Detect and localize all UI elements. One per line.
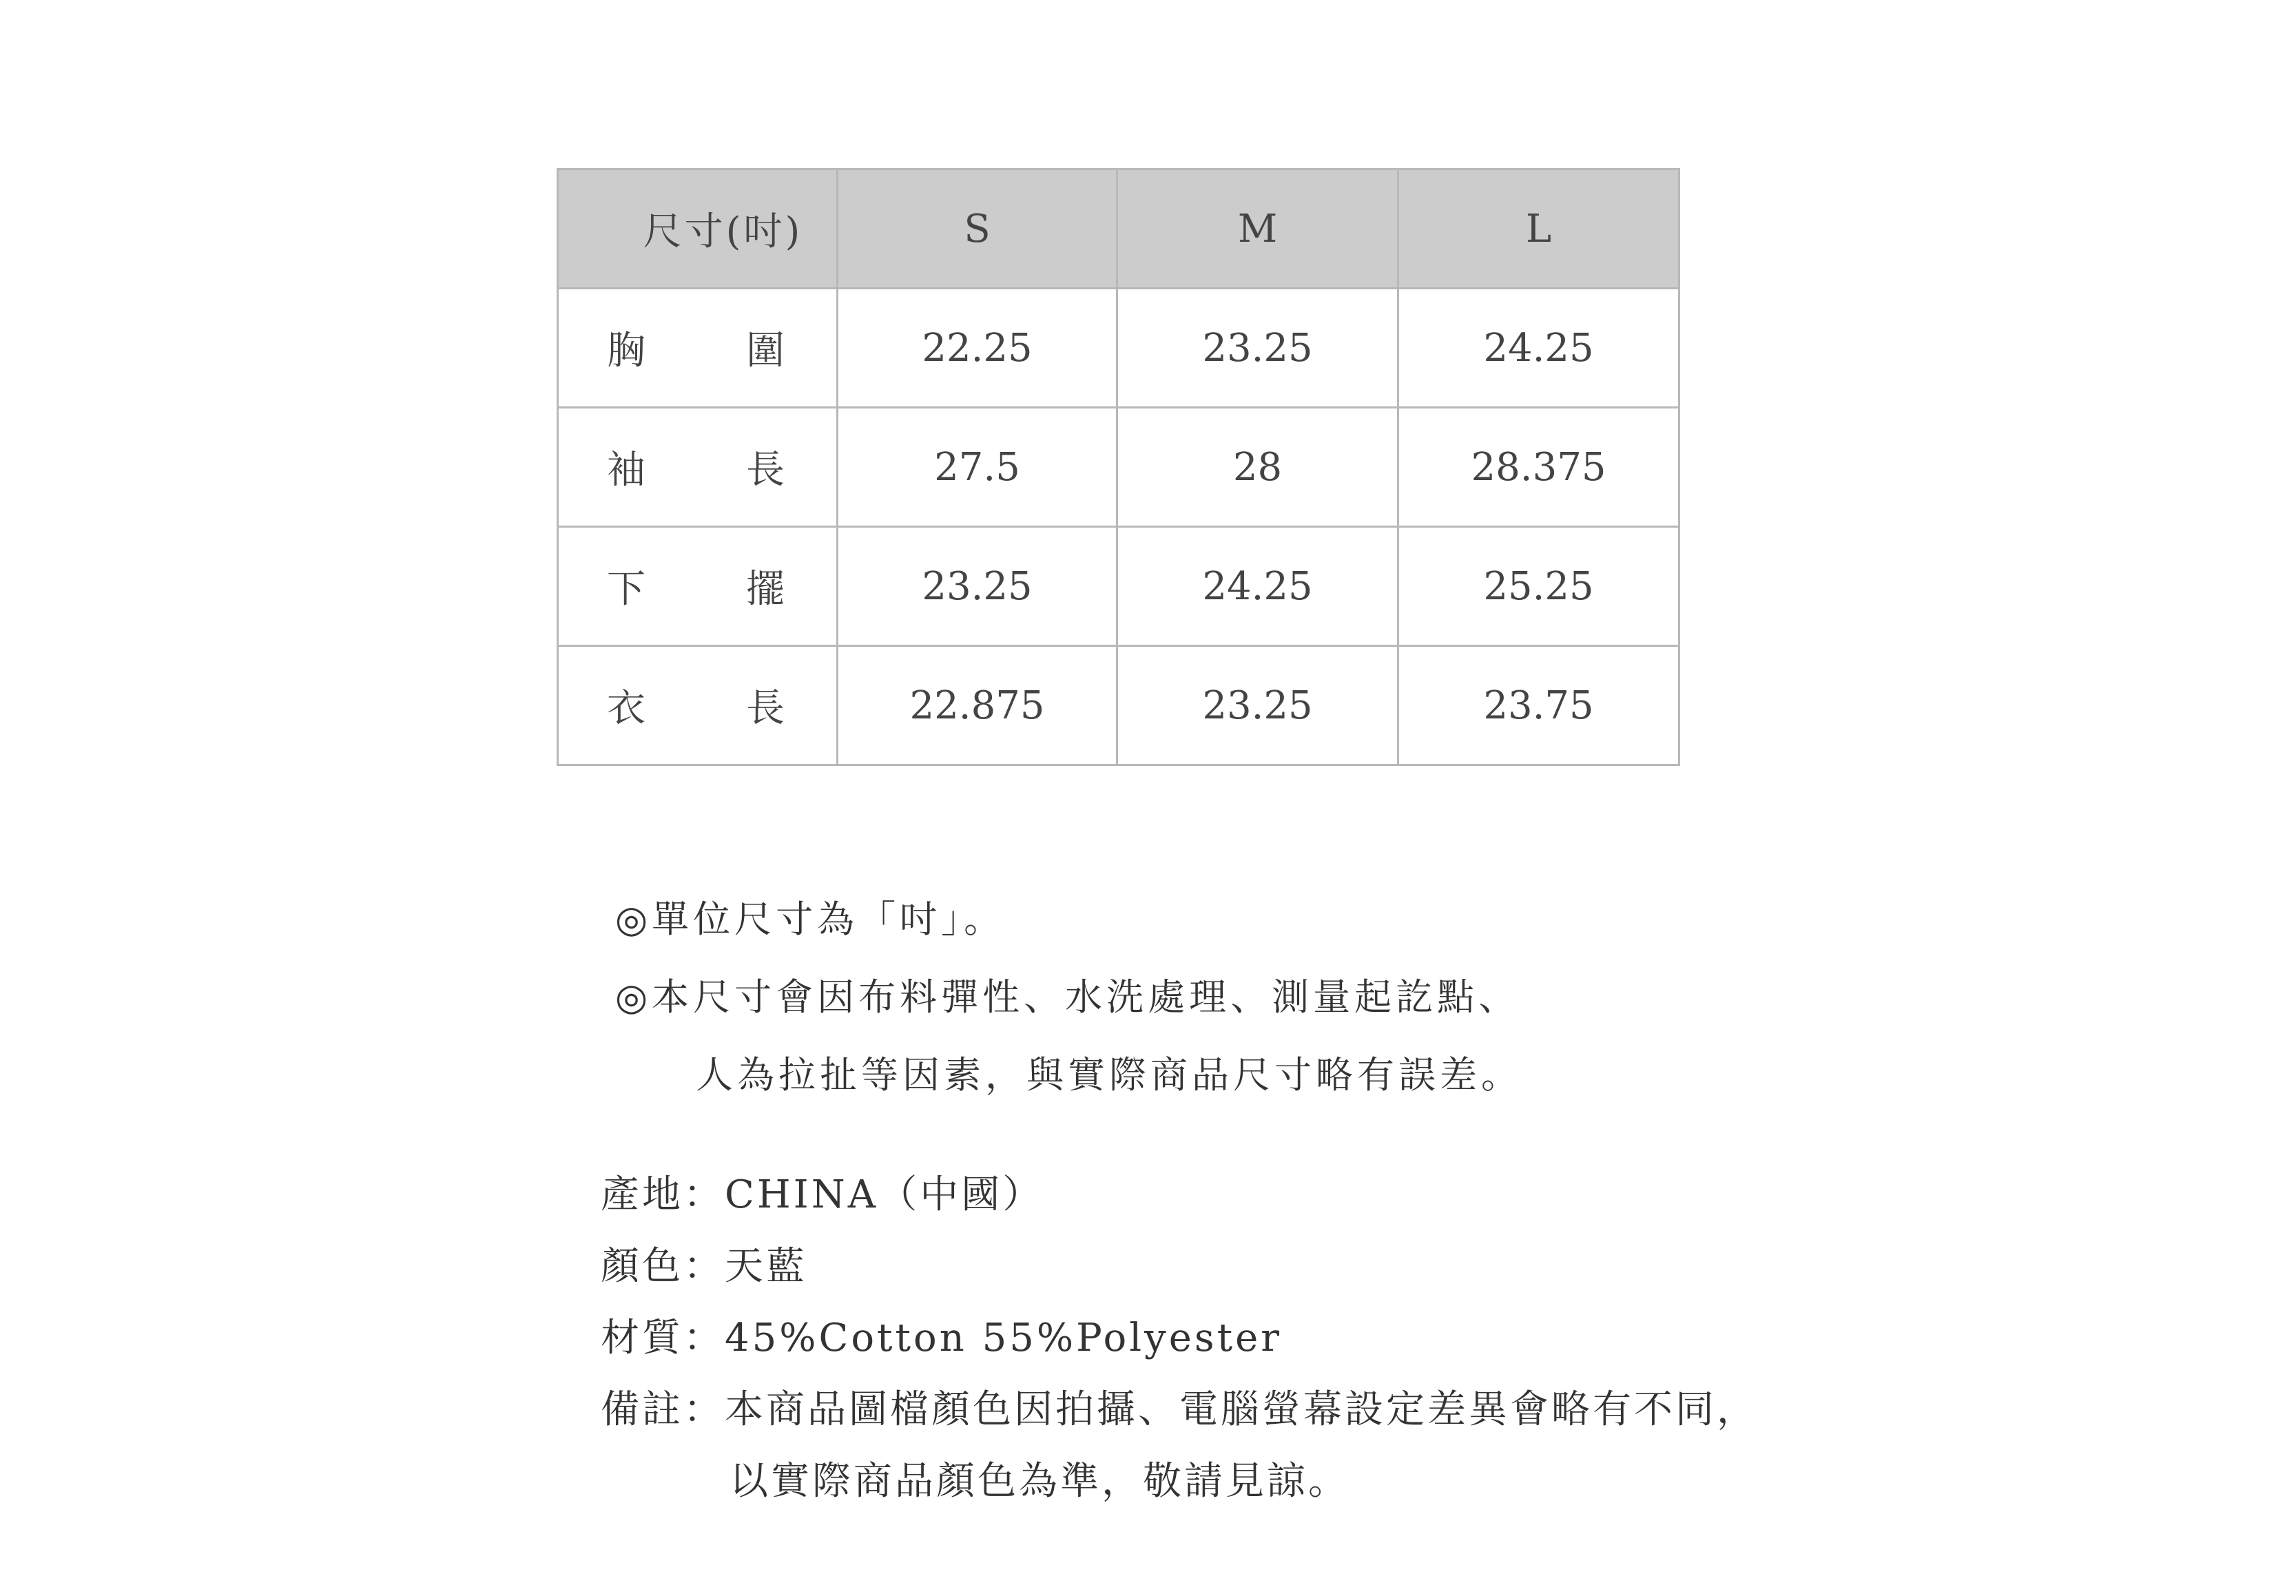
row-label-char: 長 [746, 448, 785, 493]
table-row-hem [558, 527, 1679, 646]
row-label-char: 長 [746, 686, 785, 731]
table-cell: 22.25 [838, 289, 1117, 408]
row-label [558, 646, 838, 765]
table-row-sleeve [558, 408, 1679, 527]
header-size-l: L [1398, 169, 1679, 289]
table-cell: 25.25 [1398, 527, 1679, 646]
table-header-row [558, 169, 1679, 289]
row-label-char: 袖 [607, 448, 645, 493]
info-material: 材質：45%Cotton 55%Polyester [601, 1316, 1283, 1360]
table-row-chest [558, 289, 1679, 408]
size-chart-table [557, 168, 1680, 766]
table-cell: 24.25 [1117, 527, 1398, 646]
info-remark-cont: 以實際商品顏色為準，敬請見諒。 [730, 1459, 1349, 1504]
table-cell: 23.75 [1398, 646, 1679, 765]
note-unit: ◎單位尺寸為「吋」。 [615, 898, 1006, 941]
info-color: 顏色：天藍 [601, 1244, 807, 1289]
row-label-char: 圍 [746, 329, 785, 373]
row-label-char: 擺 [746, 567, 785, 612]
row-label-char: 下 [607, 567, 645, 612]
info-remark: 備註：本商品圖檔顏色因拍攝、電腦螢幕設定差異會略有不同， [601, 1387, 1758, 1432]
header-size-s: S [838, 169, 1117, 289]
row-label-char: 衣 [607, 686, 645, 731]
info-origin: 產地：CHINA（中國） [601, 1172, 1044, 1217]
row-label [558, 408, 838, 527]
table-cell: 28.375 [1398, 408, 1679, 527]
header-size-m: M [1117, 169, 1398, 289]
table-cell: 27.5 [838, 408, 1117, 527]
header-size-unit: 尺寸(吋) [558, 169, 838, 289]
row-label [558, 527, 838, 646]
note-variance-cont: 人為拉扯等因素，與實際商品尺寸略有誤差。 [696, 1053, 1522, 1097]
table-cell: 23.25 [1117, 289, 1398, 408]
table-cell: 23.25 [838, 527, 1117, 646]
table-row-length [558, 646, 1679, 765]
row-label [558, 289, 838, 408]
table-cell: 23.25 [1117, 646, 1398, 765]
note-variance: ◎本尺寸會因布料彈性、水洗處理、測量起訖點、 [615, 975, 1520, 1019]
table-cell: 24.25 [1398, 289, 1679, 408]
table-cell: 28 [1117, 408, 1398, 527]
row-label-char: 胸 [607, 329, 645, 373]
table-cell: 22.875 [838, 646, 1117, 765]
